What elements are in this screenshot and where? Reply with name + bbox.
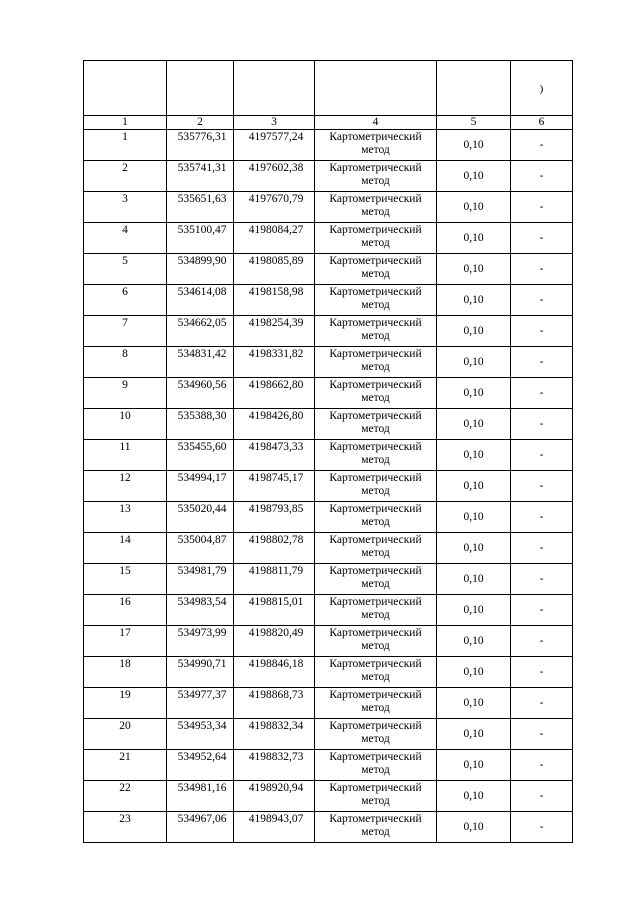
note-cell: - — [511, 316, 573, 347]
accuracy-cell: 0,10 — [437, 223, 511, 254]
x-coordinate-cell: 534981,79 — [167, 564, 234, 595]
point-number-cell: 6 — [84, 285, 167, 316]
point-number-cell: 9 — [84, 378, 167, 409]
accuracy-cell: 0,10 — [437, 812, 511, 843]
method-cell — [315, 223, 437, 254]
column-number-6: 6 — [511, 116, 573, 130]
x-coordinate-cell: 534614,08 — [167, 285, 234, 316]
y-coordinate-cell: 4198745,17 — [234, 471, 315, 502]
point-number-cell: 22 — [84, 781, 167, 812]
method-line-2: метод — [361, 330, 390, 342]
table-row — [84, 223, 573, 254]
note-cell: - — [511, 688, 573, 719]
table-row — [84, 285, 573, 316]
header-blank-cell-6: ) — [511, 61, 573, 116]
accuracy-cell: 0,10 — [437, 285, 511, 316]
accuracy-cell: 0,10 — [437, 378, 511, 409]
x-coordinate-cell: 534960,56 — [167, 378, 234, 409]
x-coordinate-cell: 534981,16 — [167, 781, 234, 812]
x-coordinate-cell: 534662,05 — [167, 316, 234, 347]
y-coordinate-cell: 4197577,24 — [234, 130, 315, 161]
note-cell: - — [511, 564, 573, 595]
x-coordinate-cell: 535388,30 — [167, 409, 234, 440]
point-number-cell: 23 — [84, 812, 167, 843]
note-cell: - — [511, 378, 573, 409]
x-coordinate-cell: 535741,31 — [167, 161, 234, 192]
method-line-1: Картометрический — [329, 286, 422, 298]
method-cell — [315, 347, 437, 378]
table-row — [84, 192, 573, 223]
x-coordinate-cell: 535651,63 — [167, 192, 234, 223]
method-cell — [315, 533, 437, 564]
accuracy-cell: 0,10 — [437, 347, 511, 378]
x-coordinate-cell: 534973,99 — [167, 626, 234, 657]
method-cell — [315, 409, 437, 440]
method-cell — [315, 130, 437, 161]
y-coordinate-cell: 4198793,85 — [234, 502, 315, 533]
x-coordinate-cell: 534990,71 — [167, 657, 234, 688]
method-cell — [315, 564, 437, 595]
method-line-1: Картометрический — [329, 379, 422, 391]
method-line-1: Картометрический — [329, 224, 422, 236]
method-cell — [315, 316, 437, 347]
y-coordinate-cell: 4197670,79 — [234, 192, 315, 223]
accuracy-cell: 0,10 — [437, 595, 511, 626]
table-row — [84, 502, 573, 533]
method-line-1: Картометрический — [329, 596, 422, 608]
accuracy-cell: 0,10 — [437, 502, 511, 533]
accuracy-cell: 0,10 — [437, 781, 511, 812]
method-line-1: Картометрический — [329, 348, 422, 360]
column-number-5: 5 — [437, 116, 511, 130]
method-line-2: метод — [361, 795, 390, 807]
method-line-2: метод — [361, 826, 390, 838]
method-line-1: Картометрический — [329, 162, 422, 174]
accuracy-cell: 0,10 — [437, 192, 511, 223]
note-cell: - — [511, 626, 573, 657]
table-row — [84, 316, 573, 347]
header-blank-row — [84, 61, 573, 116]
x-coordinate-cell: 534977,37 — [167, 688, 234, 719]
note-cell: - — [511, 657, 573, 688]
y-coordinate-cell: 4198943,07 — [234, 812, 315, 843]
note-cell: - — [511, 533, 573, 564]
point-number-cell: 10 — [84, 409, 167, 440]
table-row — [84, 626, 573, 657]
method-line-2: метод — [361, 547, 390, 559]
column-number-2: 2 — [167, 116, 234, 130]
method-line-2: метод — [361, 609, 390, 621]
point-number-cell: 14 — [84, 533, 167, 564]
method-line-2: метод — [361, 392, 390, 404]
table-row — [84, 719, 573, 750]
accuracy-cell: 0,10 — [437, 130, 511, 161]
method-line-2: метод — [361, 640, 390, 652]
y-coordinate-cell: 4198426,80 — [234, 409, 315, 440]
method-line-1: Картометрический — [329, 472, 422, 484]
method-cell — [315, 688, 437, 719]
column-number-row — [84, 116, 573, 130]
method-cell — [315, 626, 437, 657]
method-line-2: метод — [361, 361, 390, 373]
point-number-cell: 16 — [84, 595, 167, 626]
method-line-2: метод — [361, 454, 390, 466]
method-line-1: Картометрический — [329, 627, 422, 639]
method-line-1: Картометрический — [329, 782, 422, 794]
point-number-cell: 8 — [84, 347, 167, 378]
method-line-2: метод — [361, 423, 390, 435]
accuracy-cell: 0,10 — [437, 440, 511, 471]
y-coordinate-cell: 4198085,89 — [234, 254, 315, 285]
accuracy-cell: 0,10 — [437, 657, 511, 688]
table-row — [84, 595, 573, 626]
method-line-1: Картометрический — [329, 720, 422, 732]
x-coordinate-cell: 534952,64 — [167, 750, 234, 781]
y-coordinate-cell: 4198832,34 — [234, 719, 315, 750]
method-line-2: метод — [361, 702, 390, 714]
method-cell — [315, 161, 437, 192]
y-coordinate-cell: 4198473,33 — [234, 440, 315, 471]
table-row — [84, 657, 573, 688]
method-line-1: Картометрический — [329, 317, 422, 329]
method-cell — [315, 471, 437, 502]
method-line-2: метод — [361, 485, 390, 497]
accuracy-cell: 0,10 — [437, 719, 511, 750]
table-row — [84, 440, 573, 471]
table-row — [84, 161, 573, 192]
note-cell: - — [511, 223, 573, 254]
table-row — [84, 812, 573, 843]
point-number-cell: 11 — [84, 440, 167, 471]
method-line-2: метод — [361, 733, 390, 745]
note-cell: - — [511, 781, 573, 812]
point-number-cell: 2 — [84, 161, 167, 192]
method-line-1: Картометрический — [329, 410, 422, 422]
note-cell: - — [511, 409, 573, 440]
method-line-2: метод — [361, 144, 390, 156]
table-row — [84, 254, 573, 285]
method-line-2: метод — [361, 671, 390, 683]
x-coordinate-cell: 535455,60 — [167, 440, 234, 471]
y-coordinate-cell: 4198815,01 — [234, 595, 315, 626]
header-blank-cell-1 — [84, 61, 167, 116]
point-number-cell: 21 — [84, 750, 167, 781]
method-line-2: метод — [361, 237, 390, 249]
method-line-1: Картометрический — [329, 565, 422, 577]
x-coordinate-cell: 534899,90 — [167, 254, 234, 285]
method-cell — [315, 719, 437, 750]
accuracy-cell: 0,10 — [437, 254, 511, 285]
method-line-1: Картометрический — [329, 658, 422, 670]
y-coordinate-cell: 4198820,49 — [234, 626, 315, 657]
y-coordinate-cell: 4197602,38 — [234, 161, 315, 192]
point-number-cell: 5 — [84, 254, 167, 285]
note-cell: - — [511, 440, 573, 471]
method-line-2: метод — [361, 268, 390, 280]
note-cell: - — [511, 750, 573, 781]
x-coordinate-cell: 534983,54 — [167, 595, 234, 626]
point-number-cell: 17 — [84, 626, 167, 657]
method-cell — [315, 440, 437, 471]
method-line-1: Картометрический — [329, 131, 422, 143]
note-cell: - — [511, 161, 573, 192]
method-line-1: Картометрический — [329, 534, 422, 546]
point-number-cell: 4 — [84, 223, 167, 254]
note-cell: - — [511, 254, 573, 285]
y-coordinate-cell: 4198811,79 — [234, 564, 315, 595]
method-line-1: Картометрический — [329, 751, 422, 763]
header-blank-cell-5 — [437, 61, 511, 116]
y-coordinate-cell: 4198846,18 — [234, 657, 315, 688]
method-cell — [315, 812, 437, 843]
x-coordinate-cell: 535100,47 — [167, 223, 234, 254]
table-row — [84, 378, 573, 409]
point-number-cell: 13 — [84, 502, 167, 533]
method-cell — [315, 285, 437, 316]
column-number-3: 3 — [234, 116, 315, 130]
method-line-2: метод — [361, 175, 390, 187]
accuracy-cell: 0,10 — [437, 564, 511, 595]
note-cell: - — [511, 192, 573, 223]
table-row — [84, 347, 573, 378]
point-number-cell: 3 — [84, 192, 167, 223]
y-coordinate-cell: 4198662,80 — [234, 378, 315, 409]
table-row — [84, 781, 573, 812]
accuracy-cell: 0,10 — [437, 626, 511, 657]
accuracy-cell: 0,10 — [437, 316, 511, 347]
y-coordinate-cell: 4198254,39 — [234, 316, 315, 347]
x-coordinate-cell: 534967,06 — [167, 812, 234, 843]
accuracy-cell: 0,10 — [437, 409, 511, 440]
accuracy-cell: 0,10 — [437, 471, 511, 502]
y-coordinate-cell: 4198802,78 — [234, 533, 315, 564]
header-blank-cell-3 — [234, 61, 315, 116]
accuracy-cell: 0,10 — [437, 161, 511, 192]
table-row — [84, 688, 573, 719]
table-row — [84, 471, 573, 502]
method-cell — [315, 254, 437, 285]
coordinates-table — [83, 60, 573, 843]
y-coordinate-cell: 4198331,82 — [234, 347, 315, 378]
method-line-1: Картометрический — [329, 441, 422, 453]
note-cell: - — [511, 502, 573, 533]
method-cell — [315, 750, 437, 781]
x-coordinate-cell: 534953,34 — [167, 719, 234, 750]
column-number-1: 1 — [84, 116, 167, 130]
y-coordinate-cell: 4198158,98 — [234, 285, 315, 316]
note-cell: - — [511, 130, 573, 161]
table-row — [84, 533, 573, 564]
header-blank-cell-2 — [167, 61, 234, 116]
x-coordinate-cell: 534994,17 — [167, 471, 234, 502]
method-cell — [315, 502, 437, 533]
table-body — [84, 61, 573, 843]
x-coordinate-cell: 535004,87 — [167, 533, 234, 564]
method-line-2: метод — [361, 578, 390, 590]
header-blank-cell-4 — [315, 61, 437, 116]
x-coordinate-cell: 535020,44 — [167, 502, 234, 533]
point-number-cell: 1 — [84, 130, 167, 161]
method-line-1: Картометрический — [329, 813, 422, 825]
y-coordinate-cell: 4198920,94 — [234, 781, 315, 812]
point-number-cell: 7 — [84, 316, 167, 347]
accuracy-cell: 0,10 — [437, 533, 511, 564]
note-cell: - — [511, 719, 573, 750]
note-cell: - — [511, 471, 573, 502]
y-coordinate-cell: 4198868,73 — [234, 688, 315, 719]
note-cell: - — [511, 812, 573, 843]
point-number-cell: 18 — [84, 657, 167, 688]
y-coordinate-cell: 4198832,73 — [234, 750, 315, 781]
method-line-2: метод — [361, 206, 390, 218]
method-cell — [315, 595, 437, 626]
point-number-cell: 19 — [84, 688, 167, 719]
method-cell — [315, 781, 437, 812]
point-number-cell: 15 — [84, 564, 167, 595]
x-coordinate-cell: 534831,42 — [167, 347, 234, 378]
method-cell — [315, 378, 437, 409]
accuracy-cell: 0,10 — [437, 750, 511, 781]
method-line-1: Картометрический — [329, 255, 422, 267]
method-line-2: метод — [361, 764, 390, 776]
note-cell: - — [511, 595, 573, 626]
method-line-2: метод — [361, 299, 390, 311]
table-row — [84, 409, 573, 440]
note-cell: - — [511, 285, 573, 316]
point-number-cell: 12 — [84, 471, 167, 502]
method-line-1: Картометрический — [329, 689, 422, 701]
point-number-cell: 20 — [84, 719, 167, 750]
accuracy-cell: 0,10 — [437, 688, 511, 719]
y-coordinate-cell: 4198084,27 — [234, 223, 315, 254]
table-row — [84, 130, 573, 161]
table-row — [84, 564, 573, 595]
column-number-4: 4 — [315, 116, 437, 130]
note-cell: - — [511, 347, 573, 378]
method-line-1: Картометрический — [329, 193, 422, 205]
x-coordinate-cell: 535776,31 — [167, 130, 234, 161]
method-cell — [315, 657, 437, 688]
table-row — [84, 750, 573, 781]
method-cell — [315, 192, 437, 223]
method-line-2: метод — [361, 516, 390, 528]
method-line-1: Картометрический — [329, 503, 422, 515]
